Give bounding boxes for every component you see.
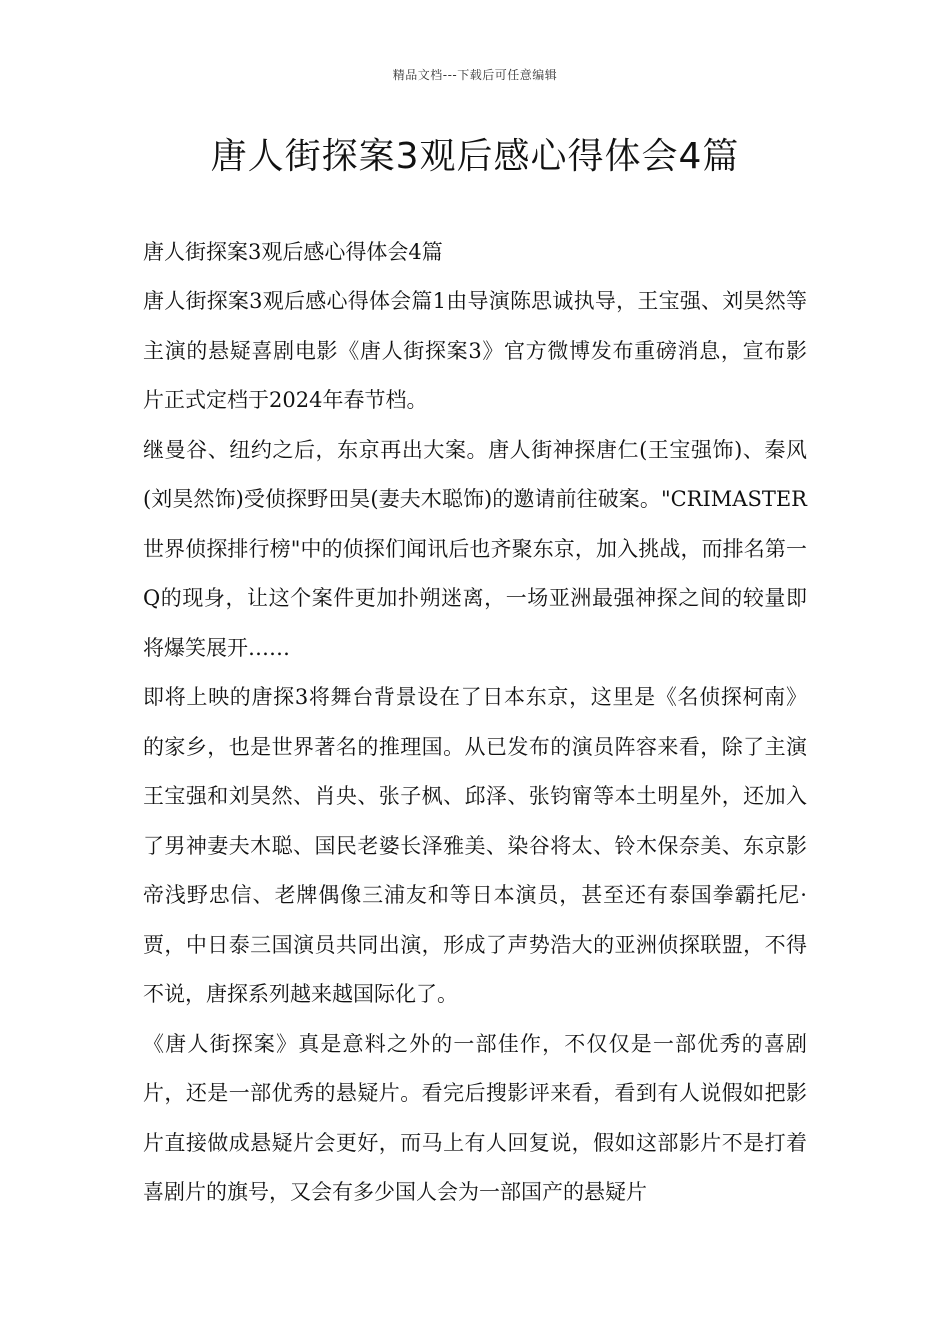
paragraph-2: 继曼谷、纽约之后，东京再出大案。唐人街神探唐仁(王宝强饰)、秦风(刘昊然饰)受侦探野田昊(妻夫木聪饰)的邀请前往破案。"CRIMASTER世界侦探排行榜"中的侦探们闻讯后也齐聚东京，加入挑战，而排名第一Q的现身，让这个案件更加扑朔迷离，一场亚洲最强神探之间的较量即将爆笑展开…… xyxy=(143,437,807,660)
paragraph-1: 唐人街探案3观后感心得体会篇1由导演陈思诚执导，王宝强、刘昊然等主演的悬疑喜剧电影《唐人街探案3》官方微博发布重磅消息，宣布影片正式定档于2024年春节档。 xyxy=(143,289,807,412)
paragraph-3: 即将上映的唐探3将舞台背景设在了日本东京，这里是《名侦探柯南》的家乡，也是世界著名的推理国。从已发布的演员阵容来看，除了主演王宝强和刘昊然、肖央、张子枫、邱泽、张钧甯等本土明星外，还加入了男神妻夫木聪、国民老婆长泽雅美、染谷将太、铃木保奈美、东京影帝浅野忠信、老牌偶像三浦友和等日本演员，甚至还有泰国拳霸托尼·贾，中日泰三国演员共同出演，形成了声势浩大的亚洲侦探联盟，不得不说，唐探系列越来越国际化了。 xyxy=(143,685,807,1006)
document-body xyxy=(143,228,807,1218)
paragraph-4: 《唐人街探案》真是意料之外的一部佳作，不仅仅是一部优秀的喜剧片，还是一部优秀的悬疑片。看完后搜影评来看，看到有人说假如把影片直接做成悬疑片会更好，而马上有人回复说，假如这部影片不是打着喜剧片的旗号，又会有多少国人会为一部国产的悬疑片 xyxy=(143,1031,807,1204)
header-note: 精品文档---下载后可任意编辑 xyxy=(392,68,558,82)
document-title: 唐人街探案3观后感心得体会4篇 xyxy=(210,136,740,177)
paragraph-subtitle: 唐人街探案3观后感心得体会4篇 xyxy=(143,240,443,264)
